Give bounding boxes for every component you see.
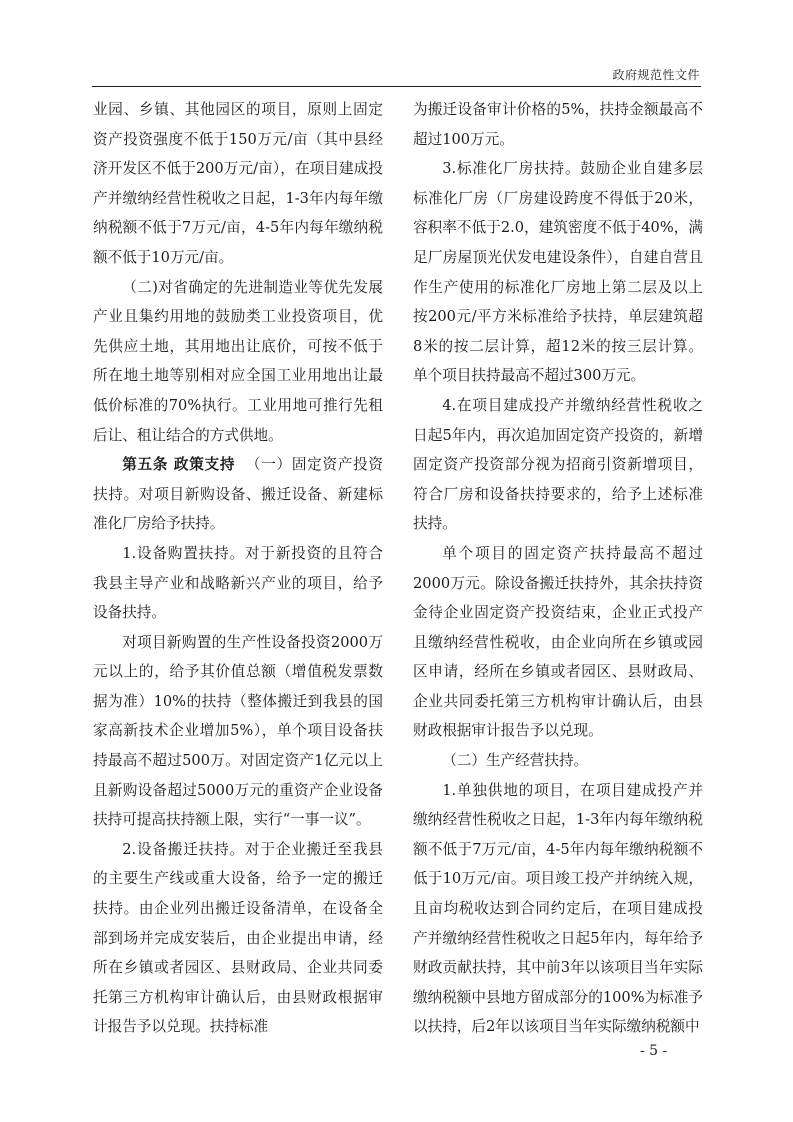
paragraph: 对项目新购置的生产性设备投资2000万元以上的，给予其价值总额（增值税发票数据为准）10%的扶持（整体搬迁到我县的国家高新技术企业增加5%），单个项目设备扶持最高不超过500万。对固定资产1亿元以上且新购设备超过5000万元的重资产企业设备扶持可提高扶持额上限，实行“一事一议”。 (93, 633, 383, 829)
paragraph: 1.设备购置扶持。对于新投资的且符合我县主导产业和战略新兴产业的项目，给予设备扶持。 (93, 544, 383, 622)
article-title: 第五条 政策支持 (122, 456, 236, 474)
paragraph: 业园、乡镇、其他园区的项目，原则上固定资产投资强度不低于150万元/亩（其中县经济开发区不低于200万元/亩），在项目建成投产并缴纳经营性税收之日起，1-3年内每年缴纳税额不低于7万元/亩，4-5年内每年缴纳税额不低于10万元/亩。 (93, 101, 383, 266)
header-rule (92, 86, 701, 87)
right-column (413, 95, 703, 1042)
paragraph: 单个项目的固定资产扶持最高不超过2000万元。除设备搬迁扶持外，其余扶持资金待企业固定资产投资结束，企业正式投产且缴纳经营性税收，由企业向所在乡镇或园区申请，经所在乡镇或者园区、县财政局、企业共同委托第三方机构审计确认后，由县财政根据审计报告予以兑现。 (413, 544, 703, 740)
article-paragraph (93, 450, 383, 539)
paragraph: 为搬迁设备审计价格的5%，扶持金额最高不超过100万元。 (413, 101, 703, 148)
left-column (93, 95, 383, 1042)
paragraph: 3.标准化厂房扶持。鼓励企业自建多层标准化厂房（厂房建设跨度不得低于20米，容积率不低于2.0，建筑密度不低于40%，满足厂房屋顶光伏发电建设条件），自建自营且作生产使用的标准化厂房地上第二层及以上按200元/平方米标准给予扶持，单层建筑超8米的按二层计算，超12米的按三层计算。单个项目扶持最高不超过300万元。 (413, 160, 703, 385)
paragraph: 1.单独供地的项目，在项目建成投产并缴纳经营性税收之日起，1-3年内每年缴纳税额不低于7万元/亩，4-5年内每年缴纳税额不低于10万元/亩。项目竣工投产并纳统入规，且亩均税收达到合同约定后，在项目建成投产并缴纳经营性税收之日起5年内，每年给予财政贡献扶持，其中前3年以该项目当年实际缴纳税额中县地方留成部分的100%为标准予以扶持，后2年以该项目当年实际缴纳税额中 (413, 781, 703, 1036)
article-text: （一）固定资产投资扶持。对项目新购设备、搬迁设备、新建标准化厂房给予扶持。 (93, 456, 383, 533)
paragraph: （二)对省确定的先进制造业等优先发展产业且集约用地的鼓励类工业投资项目，优先供应土地，其用地出让底价，可按不低于所在地土地等别相对应全国工业用地出让最低价标准的70%执行。工业用地可推行先租后让、租让结合的方式供地。 (93, 278, 383, 444)
paragraph: （二）生产经营扶持。 (442, 752, 589, 770)
paragraph: 2.设备搬迁扶持。对于企业搬迁至我县的主要生产线或重大设备，给予一定的搬迁扶持。由企业列出搬迁设备清单，在设备全部到场并完成安装后，由企业提出申请，经所在乡镇或者园区、县财政局、企业共同委托第三方机构审计确认后，由县财政根据审计报告予以兑现。扶持标准 (93, 840, 383, 1036)
header-label: 政府规范性文件 (612, 68, 700, 82)
paragraph: 4.在项目建成投产并缴纳经营性税收之日起5年内，再次追加固定资产投资的，新增固定资产投资部分视为招商引资新增项目，符合厂房和设备扶持要求的，给予上述标准扶持。 (413, 396, 703, 533)
page-number: - 5 - (640, 1043, 668, 1059)
